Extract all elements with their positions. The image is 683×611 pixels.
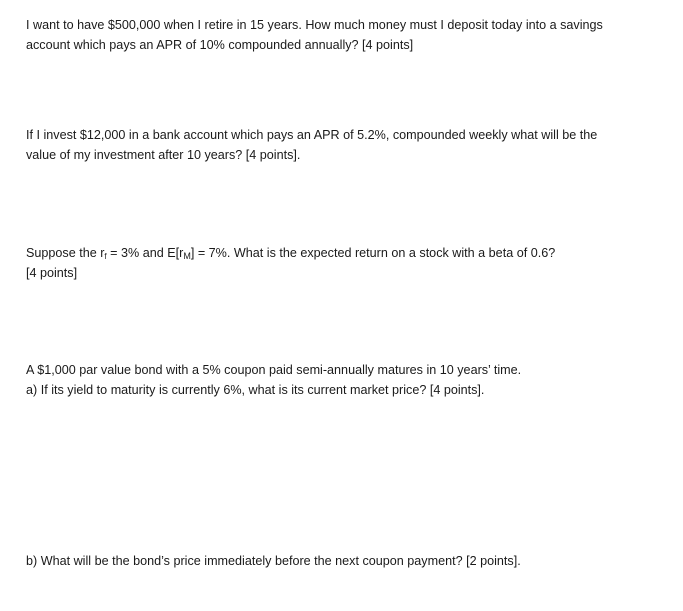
question-1 [26,15,666,55]
question-4-line-2: a) If its yield to maturity is currently 6%, what is its current market price? [4 points]. [26,383,485,397]
question-3-line-2: [4 points] [26,266,78,280]
question-4-line-1: A $1,000 par value bond with a 5% coupon paid semi-annually matures in 10 years’ time. [26,363,522,377]
question-4 [26,360,666,400]
question-1-line-1: I want to have $500,000 when I retire in 15 years. How much money must I deposit today into a savings [26,18,603,32]
question-3 [26,243,666,283]
question-3-line-1 [26,243,666,263]
question-4b-line-1: b) What will be the bond’s price immediately before the next coupon payment? [2 points]. [26,554,521,568]
question-1-line-2: account which pays an APR of 10% compounded annually? [4 points] [26,38,414,52]
risk-free-subscript: f [104,252,107,261]
question-3-text-c: ] = 7%. What is the expected return on a stock with a beta of 0.6? [190,246,556,260]
question-2-line-1: If I invest $12,000 in a bank account which pays an APR of 5.2%, compounded weekly what will be the [26,128,598,142]
question-2 [26,125,666,165]
question-3-text-a: Suppose the r [26,246,105,260]
question-4b [26,551,666,571]
question-2-line-2: value of my investment after 10 years? [4 points]. [26,148,301,162]
market-subscript: M [183,251,191,261]
question-3-text-b: = 3% and E[r [106,246,184,260]
